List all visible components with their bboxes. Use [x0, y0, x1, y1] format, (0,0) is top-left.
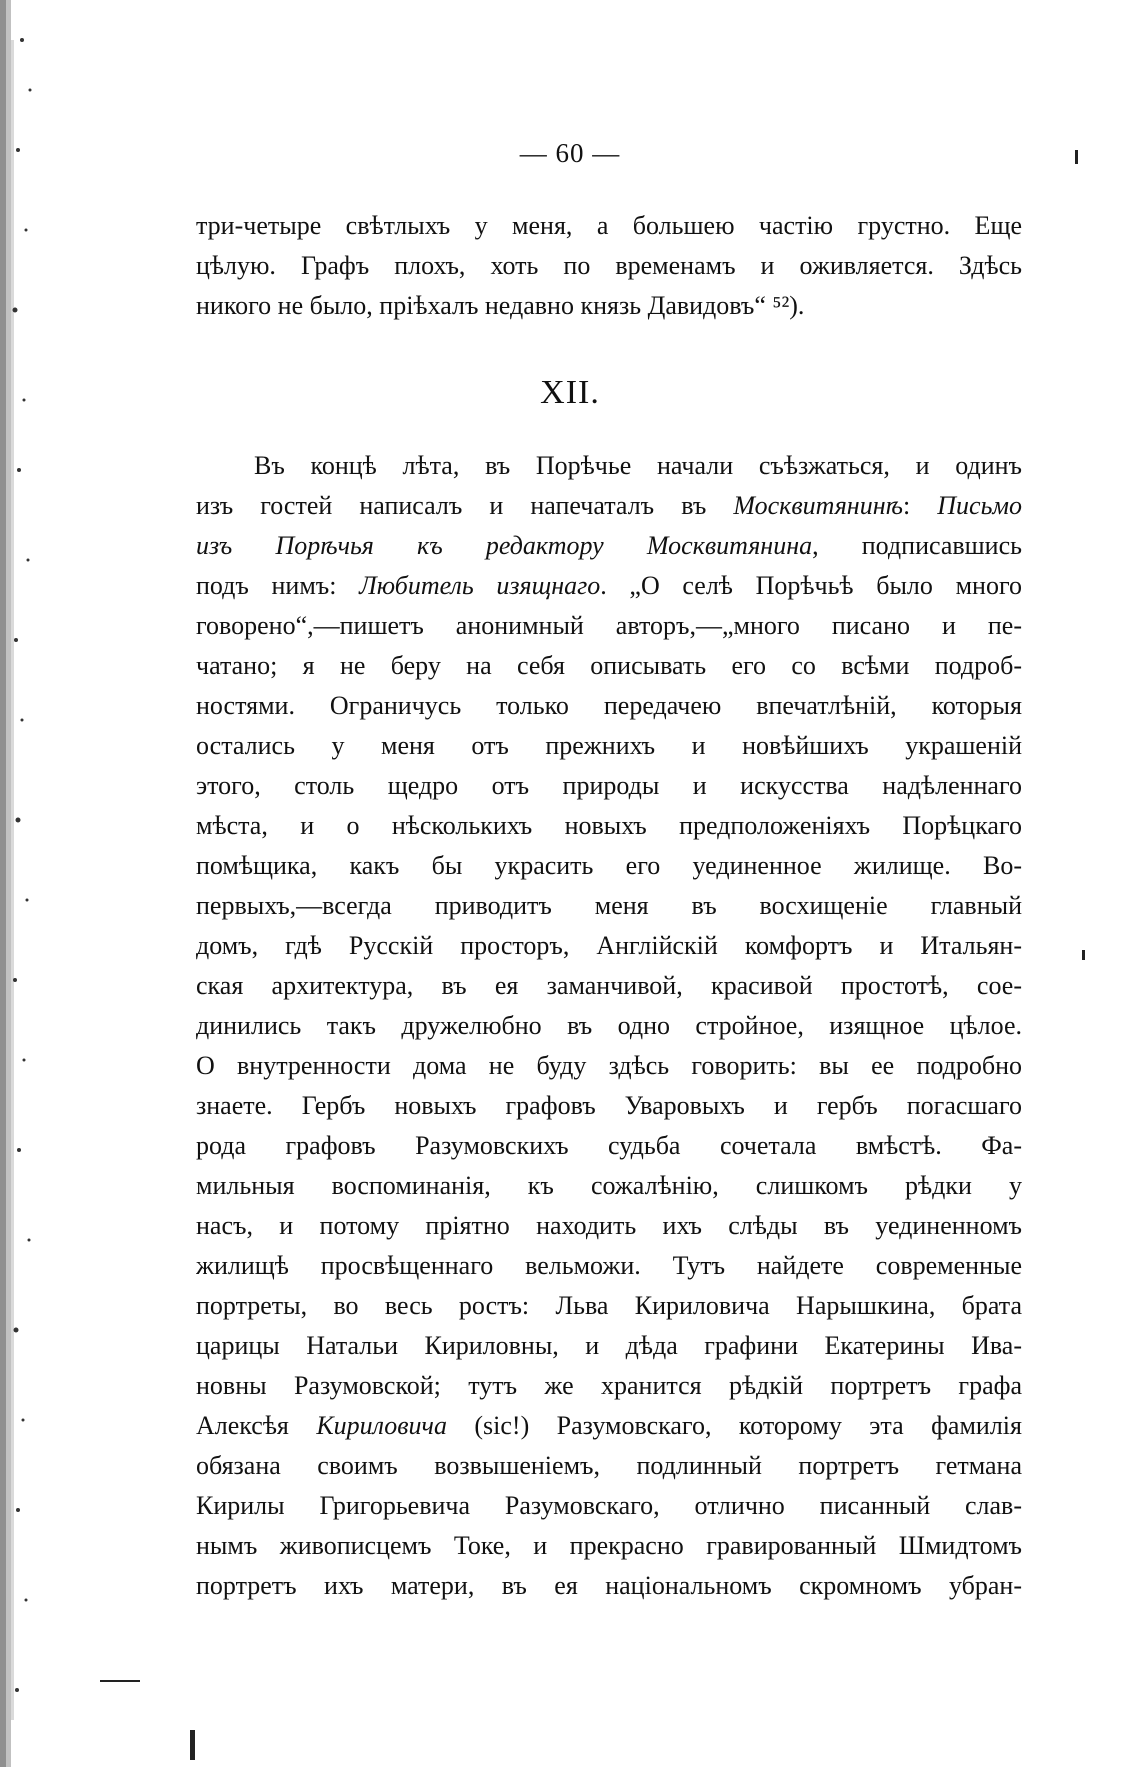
text-line: Кирилы Григорьевича Разумовскаго, отлично писанный слав-	[196, 1491, 1022, 1520]
text-line: ская архитектура, въ ея заманчивой, красивой простотѣ, сое-	[196, 971, 1022, 1000]
text-line: изъ Порѣчья къ редактору Москвитянина, подписавшись	[196, 531, 1022, 560]
text-line: Алексѣя Кириловича (sic!) Разумовскаго, которому эта фамилія	[196, 1411, 1022, 1440]
text-line: знаете. Гербъ новыхъ графовъ Уваровыхъ и гербъ погасшаго	[196, 1091, 1022, 1120]
text-line: О внутренности дома не буду здѣсь говорить: вы ее подробно	[196, 1051, 1022, 1080]
italic-title: Москвитянинѣ	[733, 491, 903, 520]
text-line: динились такъ дружелюбно въ одно стройное, изящное цѣлое.	[196, 1011, 1022, 1040]
text-line: говорено“,—пишетъ анонимный авторъ,—„много писано и пе-	[196, 611, 1022, 640]
text-line: портреты, во весь ростъ: Льва Кириловича Нарышкина, брата	[196, 1291, 1022, 1320]
text-line: новны Разумовской; тутъ же хранится рѣдкій портретъ графа	[196, 1371, 1022, 1400]
chapter-heading: XII.	[540, 374, 600, 411]
text-line: Въ концѣ лѣта, въ Порѣчье начали съѣзжаться, и одинъ	[254, 451, 1022, 480]
italic-title: изъ Порѣчья къ редактору Москвитянина	[196, 531, 813, 560]
italic-signature: Любитель изящнаго	[359, 571, 601, 600]
text-line: три-четыре свѣтлыхъ у меня, а большею частію грустно. Еще	[196, 211, 1022, 240]
text-line: мильныя воспоминанія, къ сожалѣнію, слишкомъ рѣдки у	[196, 1171, 1022, 1200]
text-line: насъ, и потому пріятно находить ихъ слѣды въ уединенномъ	[196, 1211, 1022, 1240]
text-line: изъ гостей написалъ и напечаталъ въ Москвитянинѣ: Письмо	[196, 491, 1022, 520]
italic-name: Кириловича	[316, 1411, 447, 1440]
text-line: этого, столь щедро отъ природы и искусства надѣленнаго	[196, 771, 1022, 800]
text-line: первыхъ,—всегда приводитъ меня въ восхищеніе главный	[196, 891, 1022, 920]
text-line: портретъ ихъ матери, въ ея національномъ скромномъ убран-	[196, 1571, 1022, 1600]
page-number: — 60 —	[519, 138, 621, 168]
main-paragraph	[196, 446, 1022, 1606]
text-line: жилищѣ просвѣщеннаго вельможи. Тутъ найдете современные	[196, 1251, 1022, 1280]
stray-mark	[1082, 950, 1085, 960]
text-line: ностями. Ограничусь только передачею впечатлѣній, которыя	[196, 691, 1022, 720]
stray-mark	[190, 1730, 195, 1760]
stray-mark	[100, 1680, 140, 1682]
text-line: царицы Натальи Кириловны, и дѣда графини Екатерины Ива-	[196, 1331, 1022, 1360]
text-line: домъ, гдѣ Русскій просторъ, Англійскій комфортъ и Итальян-	[196, 931, 1022, 960]
text-line: цѣлую. Графъ плохъ, хоть по временамъ и оживляется. Здѣсь	[196, 251, 1022, 280]
text-line: мѣста, и о нѣсколькихъ новыхъ предположеніяхъ Порѣцкаго	[196, 811, 1022, 840]
text-line: подъ нимъ: Любитель изящнаго. „О селѣ Порѣчьѣ было много	[196, 571, 1022, 600]
text-line: чатано; я не беру на себя описывать его со всѣми подроб-	[196, 651, 1022, 680]
text-line: остались у меня отъ прежнихъ и новѣйшихъ украшеній	[196, 731, 1022, 760]
text-line: помѣщика, какъ бы украсить его уединенное жилище. Во-	[196, 851, 1022, 880]
text-line: рода графовъ Разумовскихъ судьба сочетала вмѣстѣ. Фа-	[196, 1131, 1022, 1160]
text-line: обязана своимъ возвышеніемъ, подлинный портретъ гетмана	[196, 1451, 1022, 1480]
top-paragraph	[196, 206, 1022, 326]
text-line: нымъ живописцемъ Токе, и прекрасно гравированный Шмидтомъ	[196, 1531, 1022, 1560]
italic-title: Письмо	[937, 491, 1022, 520]
scan-edge-noise	[0, 0, 70, 1767]
text-line: никого не было, пріѣхалъ недавно князь Давидовъ“ ⁵²).	[196, 291, 805, 320]
